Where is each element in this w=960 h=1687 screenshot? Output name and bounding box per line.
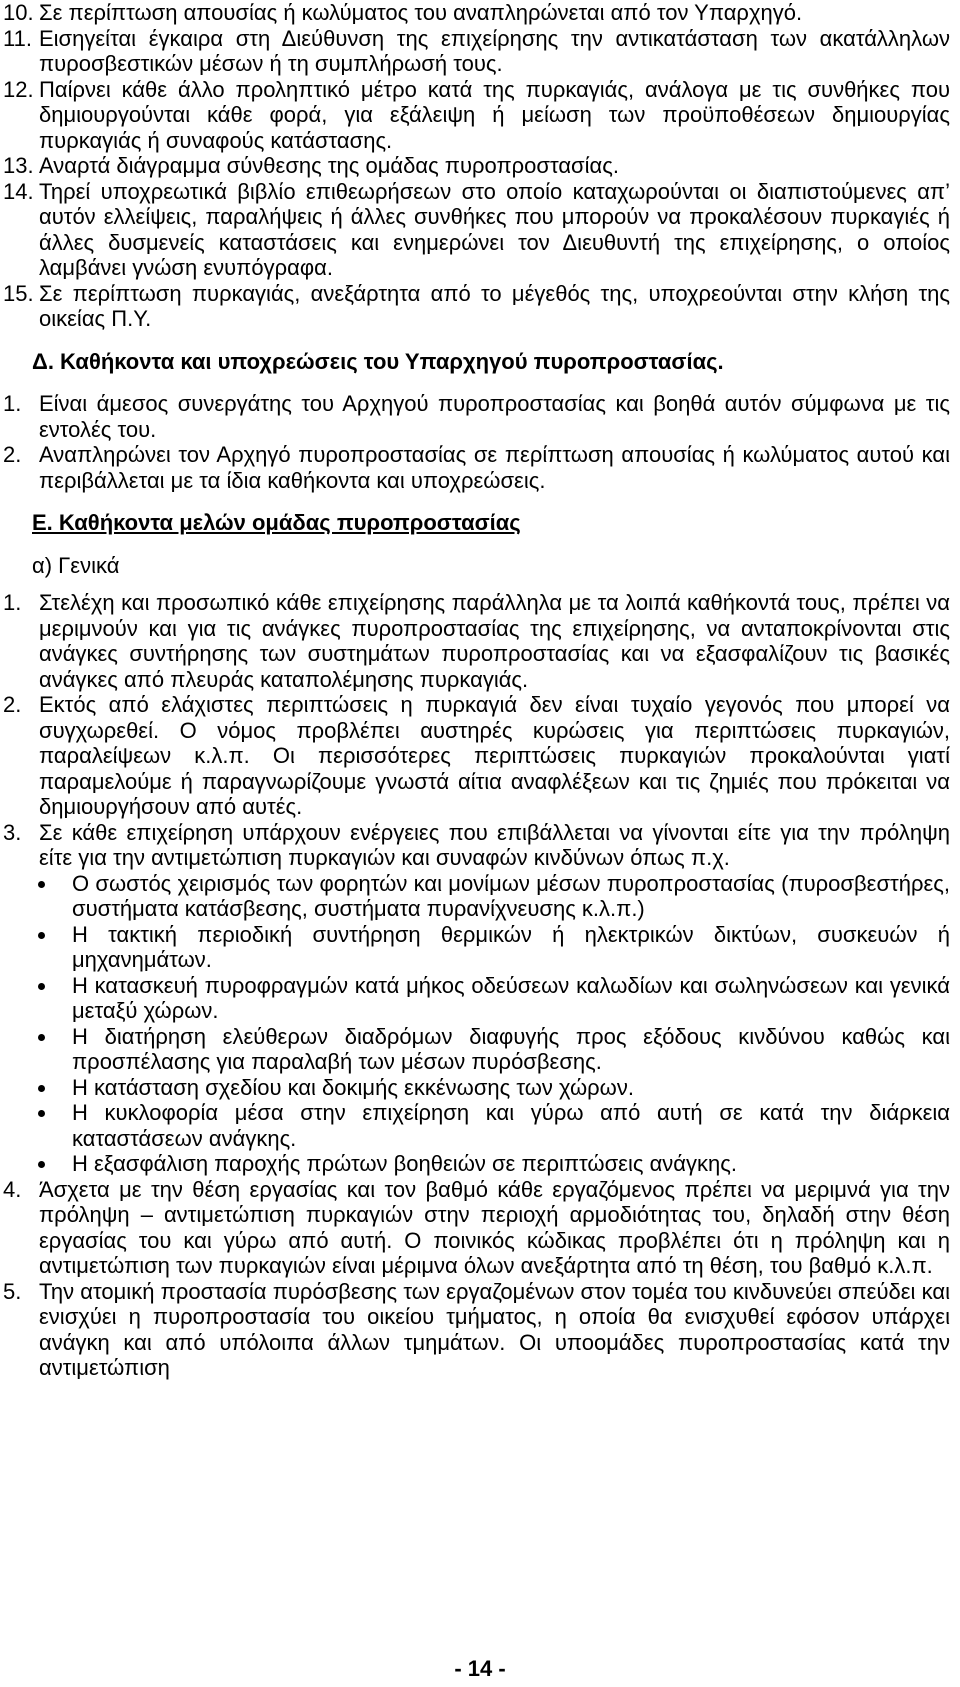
- item-number: 1.: [3, 391, 22, 416]
- item-text: Σε κάθε επιχείρηση υπάρχουν ενέργειες που επιβάλλεται να γίνονται είτε για την πρόληψη είτε για την αντιμετώπιση πυρκαγιών και συναφών κινδύνων όπως π.χ.: [39, 819, 950, 870]
- bullet-text: Η κατασκευή πυροφραγμών κατά μήκος οδεύσεων καλωδίων και σωληνώσεων και γενικά μεταξύ χώρων.: [72, 972, 950, 1023]
- item-number: 10.: [3, 0, 34, 25]
- item-text: Εκτός από ελάχιστες περιπτώσεις η πυρκαγιά δεν είναι τυχαίο γεγονός που μπορεί να συγχωρεθεί. Ο νόμος προβλέπει αυστηρές κυρώσεις για περιπτώσεις πυρκαγιών, παραλείψεων κ.λ.π. Οι περισσότερες περιπτώσεις πυρκαγιών προκαλούνται γιατί παραμελούμε ή παραγνωρίζουμε γνωστά αίτια αναφλέξεων και τις ζημιές που πρόκειται να δημιουργήσουν από αυτές.: [39, 692, 950, 819]
- bullet-item: [0, 1100, 960, 1151]
- item-text: Σε περίπτωση απουσίας ή κωλύματος του αναπληρώνεται από τον Υπαρχηγό.: [39, 0, 803, 25]
- section-e-list: [0, 590, 960, 871]
- bullet-item: [0, 1024, 960, 1075]
- section-d-list: [0, 391, 960, 493]
- item-number: 2.: [3, 442, 22, 467]
- list-item: [0, 153, 960, 179]
- bullet-text: Η κατάσταση σχεδίου και δοκιμής εκκένωσης των χώρων.: [72, 1074, 634, 1100]
- section-d-heading: Δ. Καθήκοντα και υποχρεώσεις του Υπαρχηγού πυροπροστασίας.: [32, 348, 724, 374]
- item-text: Είναι άμεσος συνεργάτης του Αρχηγού πυροπροστασίας και βοηθά αυτόν σύμφωνα με τις εντολές του.: [39, 391, 950, 442]
- list-item: [0, 281, 960, 332]
- list-item: [0, 1279, 960, 1381]
- list-top: [0, 0, 960, 332]
- bullet-text: Η εξασφάλιση παροχής πρώτων βοηθειών σε περιπτώσεις ανάγκης.: [72, 1151, 737, 1176]
- item-number: 14.: [3, 178, 34, 204]
- bullet-text: Ο σωστός χειρισμός των φορητών και μονίμων μέσων πυροπροστασίας (πυροσβεστήρες, συστήματα κατάσβεσης, συστήματα πυρανίχνευσης κ.λ.π.): [72, 870, 950, 921]
- item-text: Αναπληρώνει τον Αρχηγό πυροπροστασίας σε περίπτωση απουσίας ή κωλύματος αυτού και περιβάλλεται με τα ίδια καθήκοντα και υποχρεώσεις.: [39, 442, 950, 493]
- item-number: 2.: [3, 692, 22, 717]
- item-text: Παίρνει κάθε άλλο προληπτικό μέτρο κατά της πυρκαγιάς, ανάλογα με τις συνθήκες που δημιουργούνται κάθε φορά, για εξάλειψη ή μείωση των προϋποθέσεων δημιουργίας πυρκαγιάς ή συναφούς κατάστασης.: [39, 76, 950, 153]
- item-number: 11.: [3, 25, 32, 51]
- item-text: Στελέχη και προσωπικό κάθε επιχείρησης παράλληλα με τα λοιπά καθήκοντά τους, πρέπει να μεριμνούν και για τις ανάγκες πυροπροστασίας της επιχείρησης, να ανταποκρίνονται στις ανάγκες συντήρησης των συστημάτων πυροπροστασίας και να εξασφαλίζουν τις βασικές ανάγκες από πλευράς καταπολέμησης πυρκαγιάς.: [39, 590, 950, 692]
- item-number: 12.: [3, 76, 34, 102]
- list-item: [0, 26, 960, 77]
- item-number: 1.: [3, 590, 22, 615]
- bullet-item: [0, 1151, 960, 1177]
- bullet-text: Η διατήρηση ελεύθερων διαδρόμων διαφυγής προς εξόδους κινδύνου καθώς και προσπέλασης για παραλαβή των μέσων πυρόσβεσης.: [72, 1023, 950, 1074]
- item-text: Τηρεί υποχρεωτικά βιβλίο επιθεωρήσεων στο οποίο καταχωρούνται οι διαπιστούμενες απ’ αυτόν ελλείψεις, παραλήψεις ή άλλες συνθήκες που μπορούν να προκαλέσουν πυρκαγιές ή άλλες δυσμενείς καταστάσεις και ενημερώνει τον Διευθυντή της επιχείρησης, ο οποίος λαμβάνει γνώση ενυπόγραφα.: [39, 178, 950, 280]
- item-number: 3.: [3, 819, 22, 845]
- bullet-text: Η τακτική περιοδική συντήρηση θερμικών ή ηλεκτρικών δικτύων, συσκευών ή μηχανημάτων.: [72, 921, 950, 972]
- bullet-icon: [0, 922, 72, 973]
- bullet-text: Η κυκλοφορία μέσα στην επιχείρηση και γύρω από αυτή σε κατά την διάρκεια καταστάσεων ανάγκης.: [72, 1100, 950, 1151]
- list-item: [0, 820, 960, 871]
- list-item: [0, 590, 960, 692]
- bullet-item: [0, 973, 960, 1024]
- item-text: Σε περίπτωση πυρκαγιάς, ανεξάρτητα από το μέγεθός της, υποχρεούνται στην κλήση της οικείας Π.Υ.: [39, 280, 950, 331]
- list-item: [0, 77, 960, 154]
- item-number: 4.: [3, 1176, 22, 1202]
- section-e-subheading: α) Γενικά: [32, 552, 120, 578]
- item-text: Την ατομική προστασία πυρόσβεσης των εργαζομένων στον τομέα του κινδυνεύει σπεύδει και ενισχύει η πυροπροστασία του οικείου τμήματος, η οποία θα ενισχυθεί εφόσον υπάρχει ανάγκη και από υπόλοιπα άλλων τμημάτων. Οι υποομάδες πυροπροστασίας κατά την αντιμετώπιση: [39, 1278, 950, 1380]
- item-text: Εισηγείται έγκαιρα στη Διεύθυνση της επιχείρησης την αντικατάσταση των ακατάλληλων πυροσβεστικών μέσων ή τη συμπλήρωσή τους.: [39, 25, 950, 76]
- bullet-icon: [0, 1100, 72, 1151]
- item-number: 13.: [3, 153, 34, 178]
- list-item: [0, 442, 960, 493]
- list-item: [0, 0, 960, 26]
- list-item: [0, 179, 960, 281]
- bullet-icon: [0, 1024, 72, 1075]
- item-text: Άσχετα με την θέση εργασίας και τον βαθμό κάθε εργαζόμενος πρέπει να μεριμνά για την πρόληψη – αντιμετώπιση πυρκαγιών στην περιοχή αρμοδιότητας του, δηλαδή στην θέση εργασίας του και γύρω από αυτή. Ο ποινικός κώδικας προβλέπει ότι η πρόληψη και η αντιμετώπιση των πυρκαγιών είναι μέριμνα όλων ανεξάρτητα από τη θέση, του βαθμό κ.λ.π.: [39, 1176, 950, 1278]
- bullet-icon: [0, 1075, 72, 1101]
- bullet-icon: [0, 871, 72, 922]
- bullet-item: [0, 871, 960, 922]
- section-e-heading: Ε. Καθήκοντα μελών ομάδας πυροπροστασίας: [32, 510, 521, 535]
- list-item: [0, 1177, 960, 1279]
- bullet-list: [0, 871, 960, 1177]
- item-number: 5.: [3, 1278, 22, 1304]
- bullet-icon: [0, 973, 72, 1024]
- item-number: 15.: [3, 280, 34, 306]
- item-text: Αναρτά διάγραμμα σύνθεσης της ομάδας πυροπροστασίας.: [39, 153, 619, 178]
- section-e-list-continued: [0, 1177, 960, 1381]
- page-number: - 14 -: [454, 1656, 506, 1681]
- list-item: [0, 391, 960, 442]
- bullet-item: [0, 1075, 960, 1101]
- bullet-icon: [0, 1151, 72, 1177]
- bullet-item: [0, 922, 960, 973]
- list-item: [0, 692, 960, 820]
